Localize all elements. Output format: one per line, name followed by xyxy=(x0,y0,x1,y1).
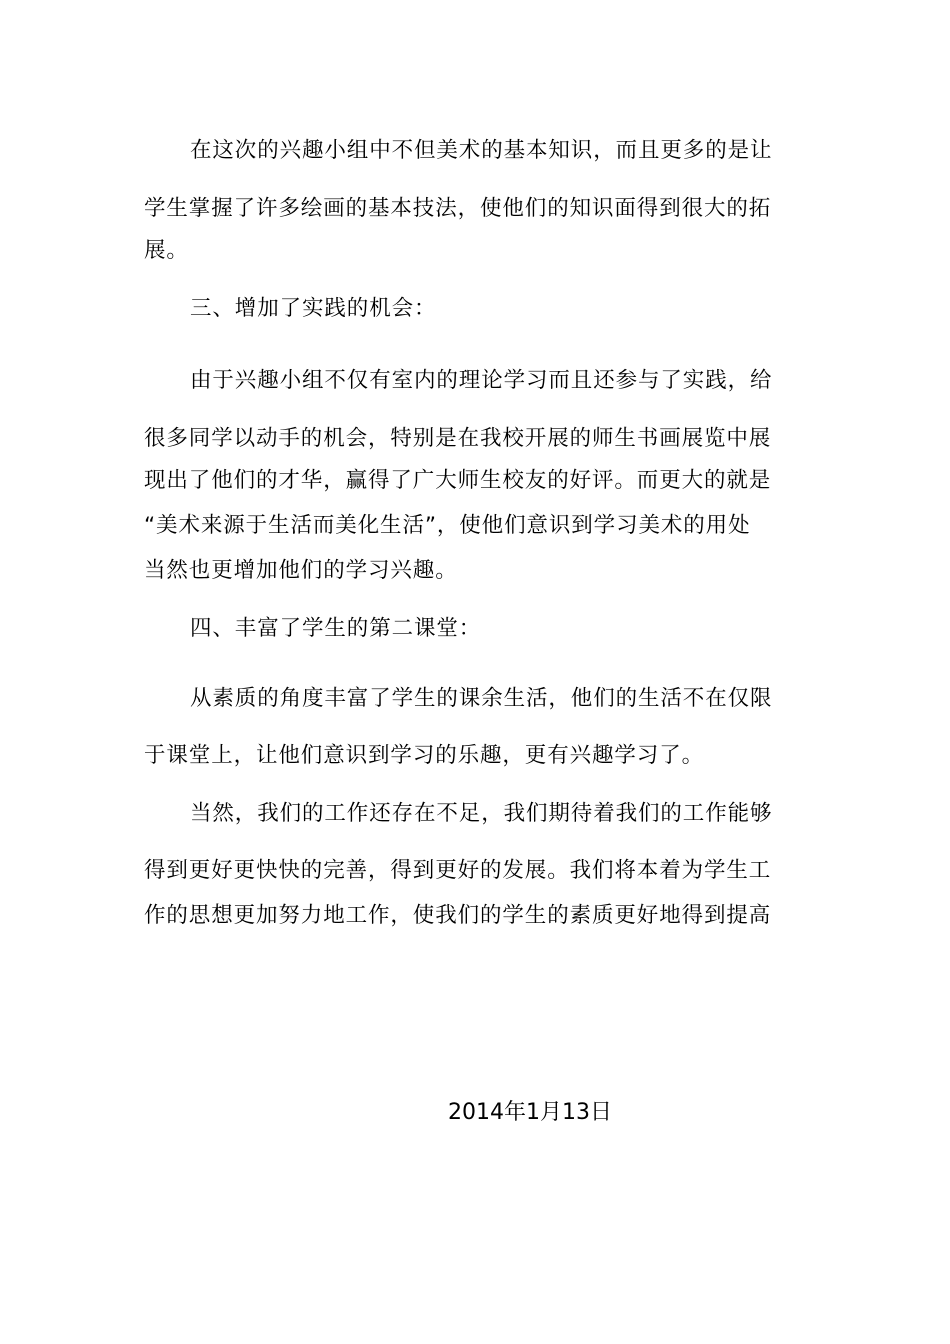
paragraph-1-line-1: 在这次的兴趣小组中不但美术的基本知识，而且更多的是让 xyxy=(190,138,773,163)
section-heading-4: 四、丰富了学生的第二课堂： xyxy=(190,616,482,641)
paragraph-2-line-1: 由于兴趣小组不仅有室内的理论学习而且还参与了实践，给 xyxy=(190,368,773,393)
paragraph-2-line-4: “美术来源于生活而美化生活”，使他们意识到学习美术的用处 xyxy=(144,513,751,538)
section-heading-3: 三、增加了实践的机会： xyxy=(190,296,437,321)
paragraph-4-line-1: 当然，我们的工作还存在不足，我们期待着我们的工作能够 xyxy=(190,801,773,826)
paragraph-2-line-2: 很多同学以动手的机会，特别是在我校开展的师生书画展览中展 xyxy=(144,426,772,451)
document-date: 2014年1月13日 xyxy=(448,1100,612,1125)
paragraph-3-line-2: 于课堂上，让他们意识到学习的乐趣，更有兴趣学习了。 xyxy=(144,743,705,768)
paragraph-1-line-2: 学生掌握了许多绘画的基本技法，使他们的知识面得到很大的拓 xyxy=(144,196,772,221)
paragraph-4-line-2: 得到更好更快快的完善，得到更好的发展。我们将本着为学生工 xyxy=(144,858,772,883)
paragraph-2-line-5: 当然也更增加他们的学习兴趣。 xyxy=(144,558,458,583)
paragraph-3-line-1: 从素质的角度丰富了学生的课余生活，他们的生活不在仅限 xyxy=(190,686,773,711)
paragraph-4-line-3: 作的思想更加努力地工作，使我们的学生的素质更好地得到提高 xyxy=(144,903,772,928)
paragraph-2-line-3: 现出了他们的才华，赢得了广大师生校友的好评。而更大的就是 xyxy=(144,468,772,493)
paragraph-1-line-3: 展。 xyxy=(144,238,189,263)
